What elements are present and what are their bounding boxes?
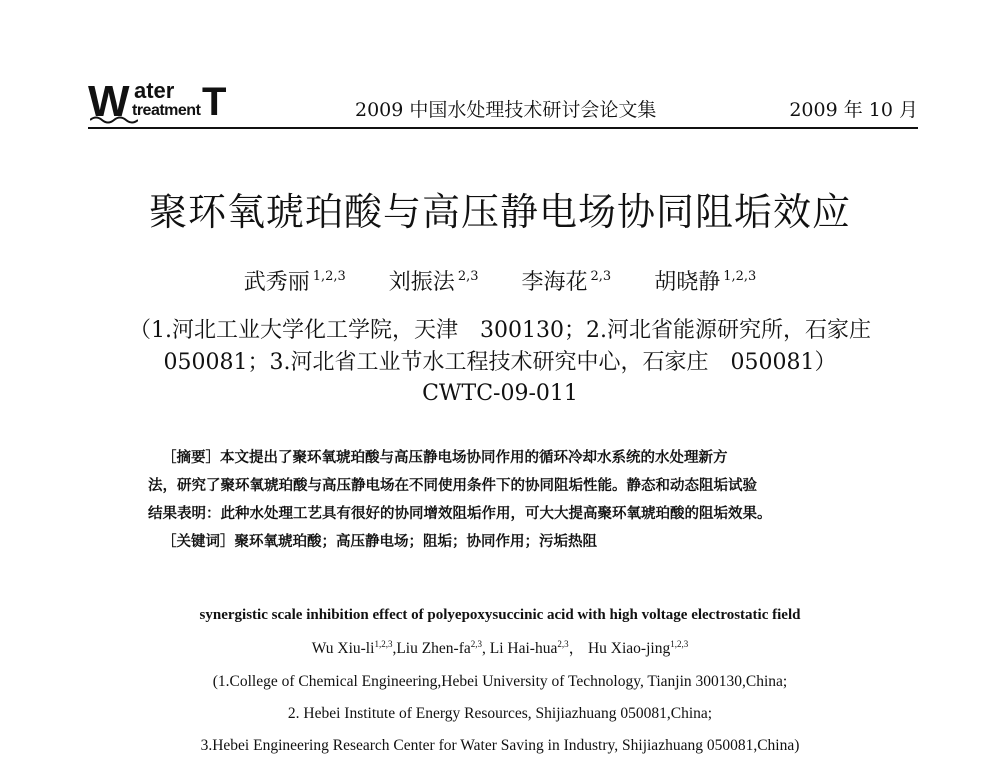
- english-affiliation-marker: 1,2,3: [374, 639, 393, 649]
- english-author-name: Wu Xiu-li: [311, 640, 375, 657]
- paper-title: 聚环氧琥珀酸与高压静电场协同阻垢效应: [148, 190, 851, 234]
- author-separator: ,: [482, 640, 490, 657]
- author-separator: ，: [568, 640, 585, 657]
- paper-code: CWTC-09-011: [422, 381, 578, 406]
- author-name: 刘振法: [388, 270, 455, 295]
- affiliation-line: （1.河北工业大学化工学院，天津 300130；2.河北省能源研究所，石家庄: [129, 318, 871, 343]
- logo-word-treatment: treatment: [132, 102, 201, 119]
- author-affiliation-marker: 2,3: [457, 269, 479, 284]
- english-author-name: Liu Zhen-fa: [396, 640, 471, 657]
- affiliation-line: 050081；3.河北省工业节水工程技术研究中心，石家庄 050081）: [163, 350, 837, 375]
- english-author-name: Li Hai-hua: [489, 640, 558, 657]
- author-name: 胡晓静: [654, 270, 721, 295]
- english-author-list: [0, 633, 1000, 660]
- author-affiliation-marker: 1,2,3: [723, 269, 757, 284]
- abstract: [148, 444, 858, 556]
- abstract-line: 结果表明：此种水处理工艺具有很好的协同增效阻垢作用，可大大提高聚环氧琥珀酸的阻垢效果。: [148, 506, 772, 522]
- author-separator: ,: [392, 640, 397, 657]
- abstract-line: ［摘要］本文提出了聚环氧琥珀酸与高压静电场协同作用的循环冷却水系统的水处理新方: [162, 450, 728, 466]
- header-rule: [88, 127, 918, 129]
- author-affiliation-marker: 1,2,3: [312, 269, 346, 284]
- logo-wave-icon: [90, 114, 138, 124]
- author-name: 李海花: [521, 270, 588, 295]
- keywords: ［关键词］聚环氧琥珀酸；高压静电场；阻垢；协同作用；污垢热阻: [162, 534, 597, 550]
- author-affiliation-marker: 2,3: [590, 269, 612, 284]
- author-name: 武秀丽: [243, 270, 310, 295]
- author: [244, 270, 346, 295]
- english-affiliation-marker: 2,3: [470, 639, 483, 649]
- logo-word-ater: ater: [134, 78, 175, 103]
- author-list: [0, 262, 1000, 298]
- english-title: synergistic scale inhibition effect of polyepoxysuccinic acid with high voltage electrostatic field: [199, 607, 801, 623]
- publication-date: 2009 年 10 月: [789, 99, 918, 121]
- author: [522, 270, 612, 295]
- english-affiliation-marker: 2,3: [557, 639, 569, 649]
- proceedings-title: 2009 中国水处理技术研讨会论文集: [355, 99, 657, 121]
- abstract-line: 法，研究了聚环氧琥珀酸与高压静电场在不同使用条件下的协同阻垢性能。静态和动态阻垢试验: [148, 478, 757, 494]
- english-affiliation-marker: 1,2,3: [670, 639, 689, 649]
- english-affiliation-line: (1.College of Chemical Engineering,Hebei University of Technology, Tianjin 300130,China;: [212, 673, 788, 690]
- logo-letter-t: T: [202, 80, 227, 124]
- english-affiliation-line: 3.Hebei Engineering Research Center for Water Saving in Industry, Shijiazhuang 050081,China): [200, 737, 800, 754]
- author: [654, 270, 756, 295]
- water-treatment-logo: [88, 77, 228, 126]
- running-header: [88, 77, 918, 126]
- logo-letter-w: W: [88, 77, 126, 126]
- author: [389, 270, 479, 295]
- english-affiliation-line: 2. Hebei Institute of Energy Resources, Shijiazhuang 050081,China;: [287, 705, 713, 722]
- english-author-name: Hu Xiao-jing: [587, 640, 671, 657]
